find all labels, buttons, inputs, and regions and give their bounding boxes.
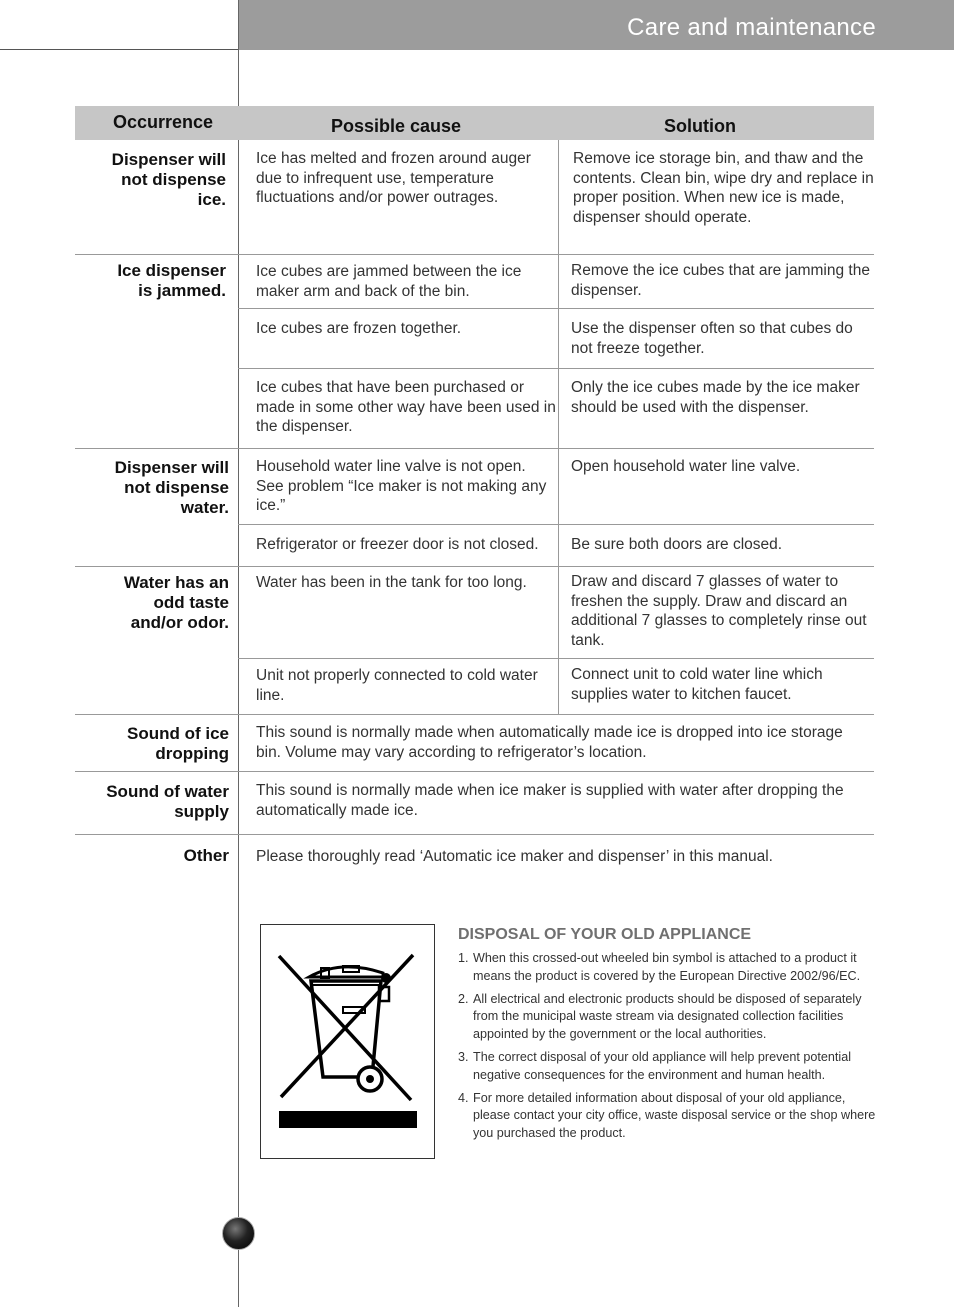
column-divider: [558, 140, 559, 254]
list-item: [458, 1049, 883, 1085]
solution-cell: Remove ice storage bin, and thaw and the contents. Clean bin, wipe dry and replace in proper position. When new ice is made, dispenser should operate.: [573, 150, 874, 226]
item-text: When this crossed-out wheeled bin symbol is attached to a product it means the product is covered by the European Directive 2002/96/EC.: [473, 951, 861, 983]
occurrence-line: Other: [183, 846, 229, 865]
occurrence-line: Water has an: [123, 573, 229, 592]
occurrence-other: [29, 846, 229, 866]
occurrence-line: odd taste: [153, 593, 229, 612]
cause-cell: Ice cubes are frozen together.: [256, 320, 462, 337]
row-divider: [75, 448, 874, 449]
cause-cell: Ice has melted and frozen around auger due to infrequent use, temperature fluctuations and/or power outrages.: [256, 150, 531, 206]
item-text: All electrical and electronic products should be disposed of separately from the municipal waste stream via designated collection facilities appointed by the government or the local authorities.: [473, 991, 862, 1042]
occurrence-line: Ice dispenser: [117, 261, 226, 280]
page-marker-icon: [222, 1217, 255, 1250]
page-title: Care and maintenance: [627, 14, 876, 41]
occurrence-water-supply: [29, 782, 229, 822]
row-divider: [238, 368, 874, 369]
disposal-title: DISPOSAL OF YOUR OLD APPLIANCE: [458, 926, 752, 943]
row-divider: [238, 308, 874, 309]
explanation-cell: This sound is normally made when ice maker is supplied with water after dropping the automatically made ice.: [256, 782, 844, 819]
column-divider: [558, 448, 559, 566]
column-divider: [558, 566, 559, 714]
cause-cell: Refrigerator or freezer door is not closed.: [256, 536, 539, 553]
solution-cell: Only the ice cubes made by the ice maker should be used with the dispenser.: [571, 379, 860, 416]
occurrence-dispense-ice: [26, 150, 226, 210]
solution-cell: Connect unit to cold water line which supplies water to kitchen faucet.: [571, 666, 823, 703]
occurrence-line: Dispenser will: [114, 458, 229, 477]
row-divider: [238, 658, 874, 659]
header-occurrence: Occurrence: [113, 112, 214, 132]
list-item: [458, 1090, 883, 1143]
solution-cell: Be sure both doors are closed.: [571, 536, 783, 553]
occurrence-line: water.: [180, 498, 229, 517]
occurrence-line: Sound of ice: [127, 724, 229, 743]
occurrence-line: not dispense: [121, 170, 226, 189]
explanation-cell: This sound is normally made when automatically made ice is dropped into ice storage bin. Volume may vary according to refrigerator’s location.: [256, 724, 843, 761]
wheeled-bin-symbol: [260, 924, 435, 1159]
row-divider: [75, 834, 874, 835]
list-item: [458, 950, 883, 986]
occurrence-line: Sound of water: [106, 782, 229, 801]
item-number: 3.: [458, 1049, 469, 1064]
occurrence-line: not dispense: [124, 478, 229, 497]
occurrence-line: supply: [174, 802, 229, 821]
row-divider: [75, 254, 874, 255]
occurrence-ice-jammed: [26, 261, 226, 301]
occurrence-line: dropping: [155, 744, 229, 763]
disposal-list: [458, 950, 883, 1148]
item-number: 2.: [458, 991, 469, 1006]
table-header: [75, 106, 874, 140]
margin-rule: [238, 0, 239, 1307]
occurrence-line: is jammed.: [138, 281, 226, 300]
header-solution: Solution: [664, 116, 736, 136]
occurrence-ice-dropping: [29, 724, 229, 764]
explanation-cell: Please thoroughly read ‘Automatic ice maker and dispenser’ in this manual.: [256, 848, 773, 865]
item-number: 4.: [458, 1090, 469, 1105]
solution-cell: Open household water line valve.: [571, 458, 801, 475]
header-possible-cause: Possible cause: [331, 116, 462, 136]
cause-cell: Ice cubes are jammed between the ice maker arm and back of the bin.: [256, 263, 522, 300]
occurrence-line: ice.: [197, 190, 226, 209]
occurrence-line: Dispenser will: [111, 150, 226, 169]
solution-cell: Draw and discard 7 glasses of water to freshen the supply. Draw and discard an additional 7 glasses to completely rinse out tank.: [571, 573, 867, 649]
cause-cell: Water has been in the tank for too long.: [256, 574, 527, 591]
list-item: [458, 991, 883, 1044]
row-divider: [75, 771, 874, 772]
item-number: 1.: [458, 951, 469, 965]
solution-cell: Remove the ice cubes that are jamming the dispenser.: [571, 262, 870, 299]
header-rule: [0, 49, 238, 50]
cause-cell: Household water line valve is not open. See problem “Ice maker is not making any ice.”: [256, 458, 547, 514]
occurrence-dispense-water: [29, 458, 229, 518]
item-text: For more detailed information about disposal of your old appliance, please contact your city office, waste disposal service or the shop where you purchased the product.: [473, 1090, 876, 1141]
cause-cell: Ice cubes that have been purchased or made in some other way have been used in the dispenser.: [256, 379, 556, 435]
column-divider: [558, 254, 559, 448]
header-bar: [238, 0, 954, 50]
row-divider: [75, 566, 874, 567]
solution-cell: Use the dispenser often so that cubes do not freeze together.: [571, 320, 853, 357]
item-text: The correct disposal of your old appliance will help prevent potential negative consequences for the environment and human health.: [473, 1049, 852, 1082]
row-divider: [238, 524, 874, 525]
occurrence-line: and/or odor.: [130, 613, 229, 632]
crossed-out-wheeled-bin-icon: [261, 925, 434, 1158]
occurrence-odd-taste: [29, 573, 229, 633]
row-divider: [75, 714, 874, 715]
cause-cell: Unit not properly connected to cold water line.: [256, 667, 538, 704]
